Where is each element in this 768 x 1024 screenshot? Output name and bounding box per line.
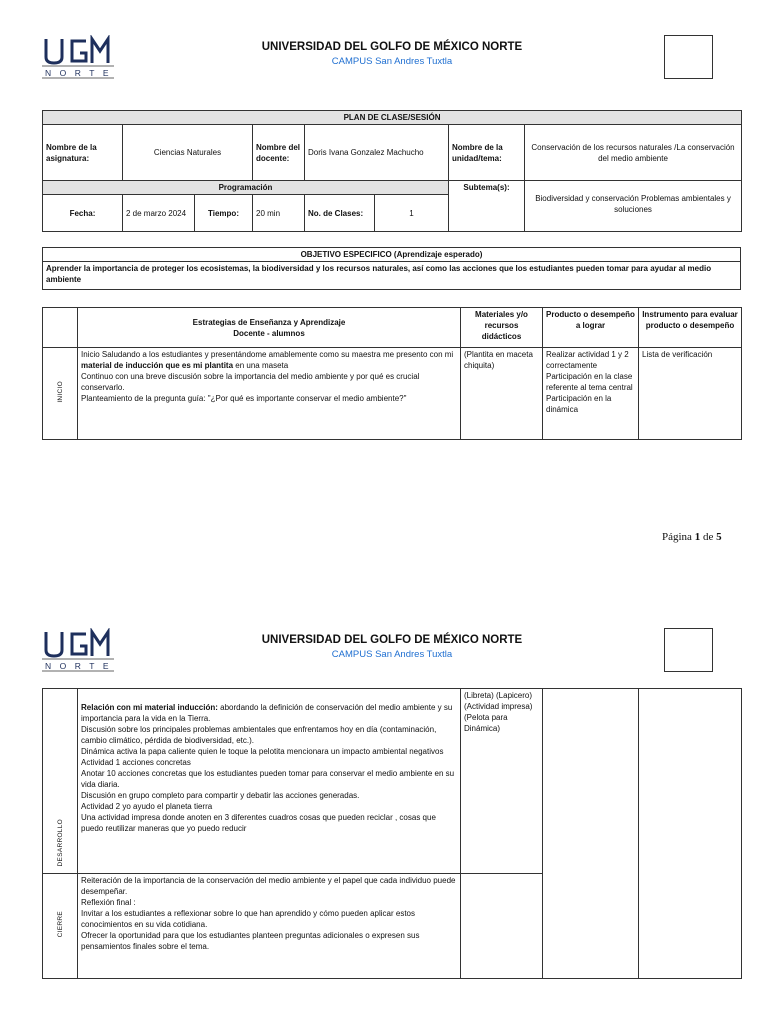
svg-text:NORTE: NORTE	[45, 661, 114, 671]
estrategias-header	[78, 308, 461, 348]
inicio-paragraph-2: Continuo con una breve discusión sobre la importancia del medio ambiente y por qué es crucial conservarlo.	[81, 372, 420, 392]
university-name: UNIVERSIDAD DEL GOLFO DE MÉXICO NORTE	[261, 41, 523, 53]
desarrollo-paragraph-8: Una actividad impresa donde anoten en 3 diferentes cuadros cosas que pueden reciclar , cosas que puedo reutilizar maneras que yo puedo reducir	[81, 813, 436, 833]
desarrollo-producto	[543, 689, 639, 979]
inicio-p1-text: Inicio Saludando a los estudiantes y presentándome amablemente como su maestra me presento con mi	[81, 350, 454, 359]
unidad-value: Conservación de los recursos naturales /La conservación del medio ambiente	[525, 125, 742, 181]
page-2-header	[42, 628, 713, 672]
university-name-2: UNIVERSIDAD DEL GOLFO DE MÉXICO NORTE	[261, 634, 523, 646]
cierre-paragraph-3: Invitar a los estudiantes a reflexionar sobre lo que han aprendido y cómo pueden aplicar estos conocimientos en su vida cotidiana.	[81, 909, 415, 929]
cierre-paragraph-2: Reflexión final :	[81, 898, 136, 907]
fecha-label: Fecha:	[43, 195, 123, 232]
desarrollo-paragraph-7: Actividad 2 yo ayudo el planeta tierra	[81, 802, 213, 811]
page-number-total: 5	[716, 531, 722, 543]
desarrollo-label: DESARROLLO	[56, 818, 64, 866]
tiempo-value: 20 min	[253, 195, 305, 232]
estrategias-header-line1: Estrategias de Enseñanza y Aprendizaje	[192, 317, 346, 327]
desarrollo-instrumento	[639, 689, 742, 979]
plan-title: PLAN DE CLASE/SESIÓN	[43, 111, 742, 125]
estrategias-table	[42, 307, 742, 440]
desarrollo-paragraph-6: Discusión en grupo completo para compartir y debatir las acciones generadas.	[81, 791, 360, 800]
inicio-label-cell	[43, 348, 78, 440]
page-number-current: 1	[694, 531, 701, 543]
cierre-label-cell	[43, 874, 78, 979]
inicio-materiales: (Plantita en maceta chiquita)	[461, 348, 543, 440]
inicio-p1-bold: material de inducción que es mi plantita	[81, 361, 234, 370]
svg-text:NORTE: NORTE	[45, 68, 114, 78]
inicio-paragraph-1	[81, 349, 457, 371]
inicio-label: INICIO	[56, 381, 64, 403]
cierre-paragraph-4: Ofrecer la oportunidad para que los estudiantes planteen preguntas adicionales o expresen sus pensamientos finales sobre el tema.	[81, 931, 420, 951]
desarrollo-p1-text: abordando la definición de conservación del medio ambiente y su importancia para la vida en la Tierra.	[81, 703, 453, 723]
desarrollo-label-cell	[43, 689, 78, 874]
estrategias-header-line2: Docente - alumnos	[233, 328, 305, 338]
page-number-middle: de	[700, 531, 717, 543]
desarrollo-p1-bold: Relación con mi material inducción:	[81, 703, 218, 712]
estrategias-corner	[43, 308, 78, 348]
desarrollo-cierre-table	[42, 688, 742, 979]
cierre-materiales	[461, 874, 543, 979]
clases-label: No. de Clases:	[305, 195, 375, 232]
inicio-content	[78, 348, 461, 440]
docente-label: Nombre del docente:	[253, 125, 305, 181]
objetivo-title: OBJETIVO ESPECIFICO (Aprendizaje esperado)	[43, 248, 741, 262]
instrumento-header: Instrumento para evaluar producto o desempeño	[639, 308, 742, 348]
programacion-title: Programación	[43, 181, 449, 195]
tiempo-label: Tiempo:	[195, 195, 253, 232]
desarrollo-paragraph-2: Discusión sobre los principales problemas ambientales que enfrentamos hoy en día (contaminación, cambio climático, pérdida de biodiversidad, etc.).	[81, 725, 437, 745]
cierre-content	[78, 874, 461, 979]
subtema-label: Subtema(s):	[449, 181, 525, 232]
docente-value: Doris Ivana Gonzalez Machucho	[305, 125, 449, 181]
unidad-label: Nombre de la unidad/tema:	[449, 125, 525, 181]
desarrollo-paragraph-3: Dinámica activa la papa caliente quien le toque la pelotita mencionara un impacto ambiental negativos	[81, 747, 444, 756]
producto-header: Producto o desempeño a lograr	[543, 308, 639, 348]
desarrollo-paragraph-4: Actividad 1 acciones concretas	[81, 758, 191, 767]
ugm-logo-2	[42, 628, 114, 672]
desarrollo-paragraph-1	[81, 702, 457, 724]
campus-name-2: CAMPUS San Andres Tuxtla	[331, 649, 453, 660]
page-number	[662, 531, 722, 543]
clases-value: 1	[375, 195, 449, 232]
header-empty-box	[664, 35, 713, 79]
objetivo-text: Aprender la importancia de proteger los ecosistemas, la biodiversidad y los recursos naturales, así como las acciones que los estudiantes pueden tomar para ayudar al medio ambiente	[43, 262, 741, 290]
inicio-paragraph-3: Planteamiento de la pregunta guía: "¿Por qué es importante conservar el medio ambiente?"	[81, 394, 407, 403]
subtema-value: Biodiversidad y conservación Problemas ambientales y soluciones	[525, 181, 742, 232]
asignatura-value: Ciencias Naturales	[123, 125, 253, 181]
asignatura-label: Nombre de la asignatura:	[43, 125, 123, 181]
desarrollo-paragraph-5: Anotar 10 acciones concretas que los estudiantes pueden tomar para conservar el medio ambiente en su vida diaria.	[81, 769, 455, 789]
inicio-p1-end: en una maseta	[233, 361, 289, 370]
desarrollo-content	[78, 689, 461, 874]
page-number-prefix: Página	[662, 531, 695, 543]
plan-table	[42, 110, 742, 232]
inicio-instrumento: Lista de verificación	[639, 348, 742, 440]
ugm-logo	[42, 35, 114, 79]
cierre-label: CIERRE	[56, 911, 64, 938]
cierre-paragraph-1: Reiteración de la importancia de la conservación del medio ambiente y el papel que cada individuo puede desempeñar.	[81, 876, 456, 896]
page-header	[42, 35, 713, 79]
objetivo-table	[42, 247, 741, 290]
campus-name: CAMPUS San Andres Tuxtla	[331, 56, 453, 67]
header-empty-box-2	[664, 628, 713, 672]
desarrollo-materiales: (Libreta) (Lapicero) (Actividad impresa) (Pelota para Dinámica)	[461, 689, 543, 874]
materiales-header: Materiales y/o recursos didácticos	[461, 308, 543, 348]
inicio-producto: Realizar actividad 1 y 2 correctamente Participación en la clase referente al tema central Participación en la dinámica	[543, 348, 639, 440]
fecha-value: 2 de marzo 2024	[123, 195, 195, 232]
